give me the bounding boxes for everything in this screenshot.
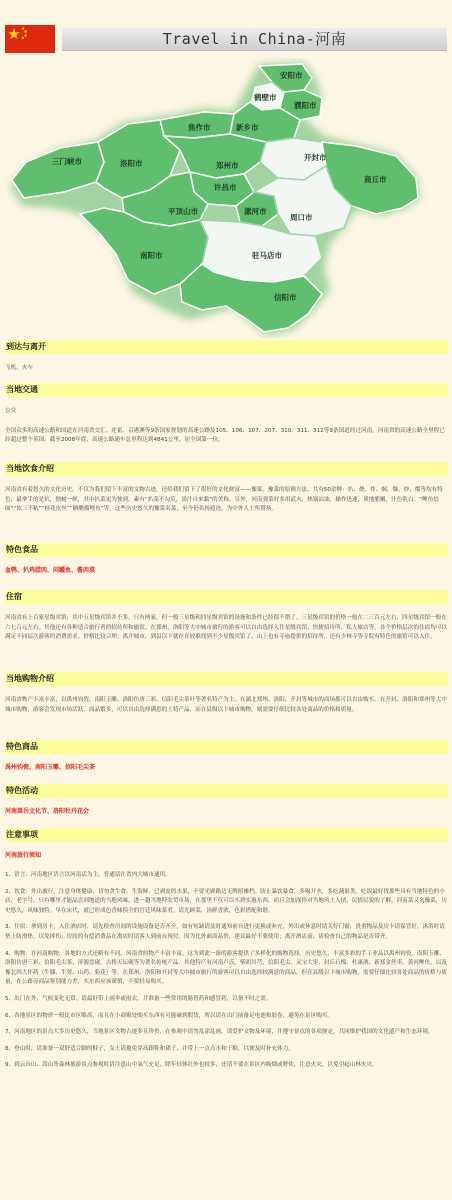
henan-map-svg <box>4 58 448 338</box>
section-food <box>5 462 448 515</box>
note-item: 9、到云台山、嵩山等森林旅游景点参观时请注意山中氧气充足，除年轻体壮外也较多，还请不要在景区内吸烟或野炊，注意火灾，以免引起山林火灾。 <box>5 1062 378 1069</box>
note-item: 8、登山时，请准备一双舒适合脚的鞋子，女士请避免穿高跟鞋和裙子，并带上一点点水和干粮，以便及时补充体力。 <box>5 1045 294 1052</box>
section-notes <box>5 828 448 1071</box>
note-item: 7、河南地区的景点大多历史悠久，当地景区文物古迹多且珍贵，在参观中请勿乱涂乱画，请爱护文物及环境，并遵守景点的各项规定，共同维护我国的文化遗产和生态环境。 <box>5 1029 434 1036</box>
section-subtitle: 公交 <box>5 408 17 414</box>
city-label: 商丘市 <box>364 175 387 184</box>
china-flag-icon <box>5 25 55 53</box>
city-label: 驻马店市 <box>252 251 282 260</box>
city-label: 开封市 <box>304 153 327 162</box>
special-goods-list: 禹州钧瓷、南阳玉雕、信阳毛尖茶 <box>5 764 96 771</box>
city-label: 许昌市 <box>214 183 237 192</box>
section-activities <box>5 784 448 815</box>
section-title: 特色活动 <box>5 784 448 798</box>
city-label: 濮阳市 <box>294 101 317 110</box>
note-item: 5、出门在外，气候变化无常，请最好带上雨伞或雨衣。并准备一些常用的肠胃药和感冒药，以备不时之需。 <box>5 995 272 1002</box>
section-lodging <box>5 590 448 643</box>
header <box>0 25 452 53</box>
note-item: 4、购物：在河南购物，各地的方式还略有不同。河南省的物产丰富丰富，这为到此一游的游客提供了多样化的购物选择。历史悠久，丰富多彩的手工业品以禹州钧瓷、南阳玉雕、洛阳仿唐三彩、信阳毛尖茶、济源盘砚、古桥天坛砚等为著名传统产品，其他特产有河南卢氏、柴胡川芎、信阳毛尖、灵宝大枣、封丘石榴、杜康酒、新郑金丝枣、黄河鲤鱼，以及豫北四大怀药（牛膝、牛蒡、山药、菊花）等。在郑州、洛阳和开封等大中城市旅行的游客可以自由选择较满意的商品，但在县级以下城市购物，需要仔细比较各处商品的价格与质量，在公路旁商品鉴别能力差，买东西应该谨慎，不要轻易购买。 <box>5 950 447 986</box>
section-specialty-food <box>5 543 448 574</box>
city-label: 郑州市 <box>216 161 239 170</box>
city-label: 鹤壁市 <box>254 93 277 102</box>
section-title: 当地交通 <box>5 383 448 397</box>
section-special-goods <box>5 740 448 771</box>
section-text: 飞机，火车 <box>5 365 33 371</box>
city-label: 三门峡市 <box>52 157 82 166</box>
note-item: 2、饮食：外出旅行，注意身体健康，切勿贪生食、生海鲜、已剥皮的水果，不要光顾路边无牌照摊档。防止暴饮暴食，多喝开水，多吃蔬果类。吃饭最好找那些具有当地特色的小店、老字号，只有哪里才能品尝到地道的当地风味。进一趟当地特农贸市场，在那里不仅可以买到实惠东西，而且会加深你对当地风土人情、民情民貌的了解。河南菜又名豫菜，历史悠久，风味独特。早在宋代，就已形成色香味俱全的宫廷风味菜肴。请光顾菜，汤鲜香浓，色彩搭配和谐。 <box>5 888 447 914</box>
page-title: Travel in China-河南 <box>162 30 347 48</box>
city-label: 南阳市 <box>140 251 163 260</box>
city-label: 新乡市 <box>236 123 259 132</box>
section-title: 特色商品 <box>5 740 448 754</box>
section-title: 特色食品 <box>5 543 448 557</box>
section-text: 河南省有着悠久的文化历史，不仅为我们留下丰富的文物古迹，还给我们留下了很好的文化财富——豫菜。豫菜的原调方法，共有50余种：扒、烧、炸、焖、爆、炒、熘等均有特色，最拿手的是扒，独树一帜，其中扒菜更为独到，素有“扒菜不勾芡，汤汁自来黏”的美称。另外，河南强菜好多用武火，热锅凉油，操作迅速，质地脆嫩，汁色乳白。“鲤鱼焙面”“软三不粘”“桂花皮丝”“糖醋熘鲤鱼”等，这些历史悠久的豫菜名菜，至今仍名扬遐迩，为中外人士所赞扬。 <box>5 487 443 513</box>
section-title: 住宿 <box>5 590 448 604</box>
section-text: 全国众多的高速公路和国道在河南省交汇。连霍、京港澳等9条国家规划的高速公路及105、106、107、207、310、311、312等9条国道经过河南，河南省的高速公路全里程已经超过整个英国。截至2008年底，高速公路通车总里程达到4841公里，居全国第一位。 <box>5 427 445 444</box>
henan-map <box>4 58 448 338</box>
city-label: 漯河市 <box>244 207 267 216</box>
city-label: 平顶山市 <box>168 207 198 216</box>
section-transport <box>5 383 448 446</box>
section-title: 到达与离开 <box>5 340 448 354</box>
activities-list: 河南嵩岳文化节、洛阳牡丹花会 <box>5 808 90 815</box>
section-text: 河南省有上百家星级宾馆，其中五星级宾馆并不多，只有两家，但一般三星级和四星级宾馆的设施和条件已经很不错了。三星级宾馆的价格一般在二三百元左右，四星级宾馆一般在六七百元左右。其他还有各种适合旅行者的招待所和旅馆。在郑州、洛阳等大中城市旅行的游客可以自由选择入住星级宾馆、快捷招待所、私人旅店等，各个价格层次的住宿均可以满足不同层次游客的消费需求。价格比较合理；离开城市，到县以下就存在较难找到不少星级宾馆了，山上也有寺庙提供的招待所，还有少林寺等寺院有特色的旅馆可以入住。 <box>5 615 447 641</box>
section-title: 当地饮食介绍 <box>5 462 448 476</box>
section-title: 当地购物介绍 <box>5 672 448 686</box>
section-title: 注意事项 <box>5 828 448 842</box>
specialty-food-list: 血鸭、扒鸡腊肉、闷罐鱼、酱肉菜 <box>5 567 96 574</box>
title-bar <box>62 28 447 51</box>
section-text: 河南省物产丰富丰富，以禹州钧瓷、南阳玉雕、洛阳仿唐三彩、信阳毛尖茶叶等著名特产为主，在湖北郑州、洛阳、开封等城市的商场都可以自由购买。在开封、洛阳和郑州等大中城市购物，游客会发现市场活跃，商品繁多，可以自由选择满意的土特产品，而在县级以下城市购物，则需要仔细比较各处商品的价格和质量。 <box>5 697 447 713</box>
city-label: 信阳市 <box>274 293 297 302</box>
note-item: 3、住宿：拿到房卡，入住酒店时，请先检查房间的设施设备是否齐全，如有短缺请及时通知前台进行更换或补充，外出或休息时请关好门窗，贵重物品及房卡请保管好，沐浴时请垫上防滑垫，以免摔伤；房间的有偿消费品在离店时请客人到前台现付，因为比外面商品贵，建议最好不要使用；离开酒店前，请检查自己的物品是否带齐。 <box>5 924 445 940</box>
city-label: 焦作市 <box>188 123 211 132</box>
city-label: 周口市 <box>290 213 313 222</box>
note-item: 1、语言：河南地区语言以河南话为主，普通话在省内大城市通用。 <box>5 872 171 878</box>
city-label: 洛阳市 <box>120 159 143 168</box>
notes-subtitle: 河南旅行须知 <box>5 852 42 859</box>
section-shopping <box>5 672 448 715</box>
note-item: 6、各地景区的物价一般比市区略高，而且在小商贩处购买东西有可能碰到假货，所以请在出门前备足电池和胶卷，避免在景区购买。 <box>5 1012 333 1019</box>
city-label: 安阳市 <box>280 71 303 80</box>
section-arrival <box>5 340 448 374</box>
